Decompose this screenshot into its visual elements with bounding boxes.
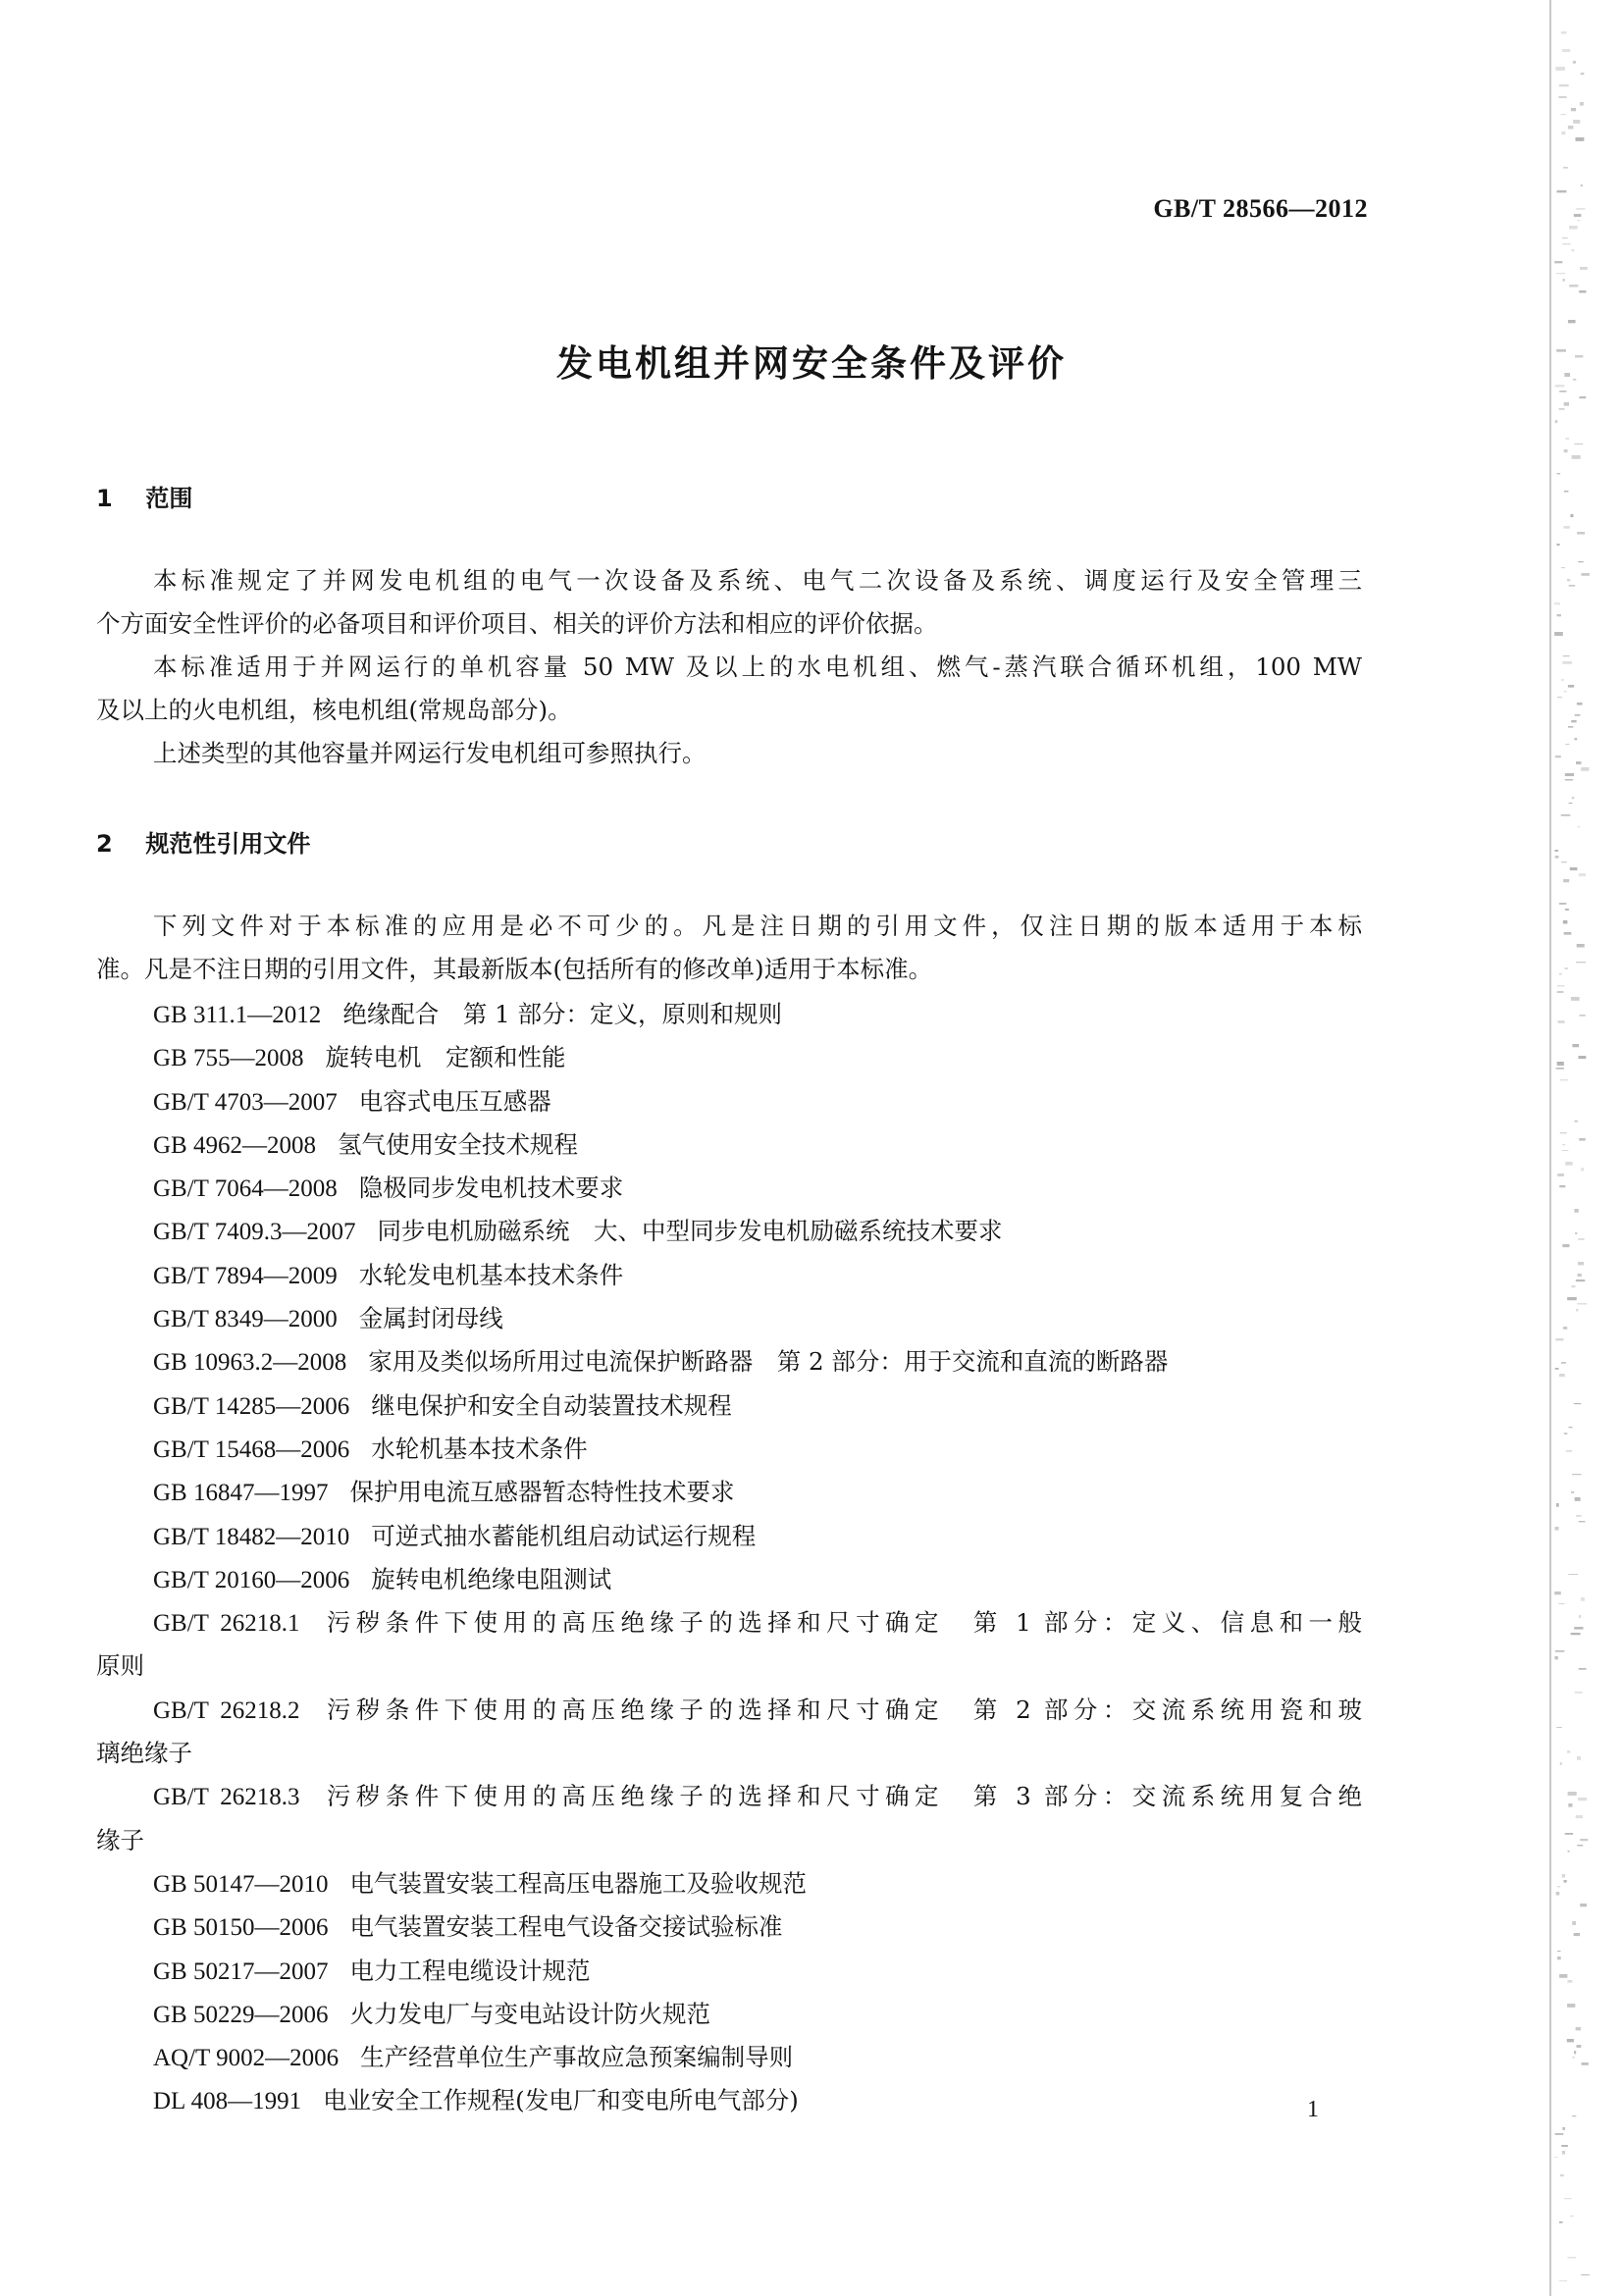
scan-speckle <box>1576 1309 1578 1311</box>
scan-speckle <box>1564 691 1567 692</box>
scan-speckle <box>1559 2221 1563 2223</box>
scan-speckle <box>1568 126 1574 130</box>
scan-speckle <box>1557 697 1562 698</box>
scan-speckle <box>1580 102 1584 106</box>
reference-code: GB/T 7894—2009 <box>153 1262 338 1289</box>
scan-speckle <box>1568 1851 1570 1852</box>
reference-item <box>96 1340 1362 1383</box>
scan-speckle <box>1561 1362 1566 1364</box>
reference-code: GB/T 26218.1 <box>153 1610 300 1638</box>
scan-speckle <box>1573 120 1580 124</box>
scan-speckle <box>1560 1079 1568 1080</box>
scan-speckle <box>1561 814 1571 816</box>
scan-speckle <box>1575 355 1583 358</box>
scan-speckle <box>1562 237 1568 238</box>
scan-speckle <box>1571 720 1576 722</box>
scan-speckle <box>1577 1756 1581 1760</box>
scan-speckle <box>1562 49 1570 52</box>
scan-speckle <box>1560 2174 1564 2176</box>
scan-speckle <box>1559 84 1569 86</box>
reference-title: 水轮机基本技术条件 <box>371 1434 588 1463</box>
reference-title: 同步电机励磁系统 大、中型同步发电机励磁系统技术要求 <box>377 1217 1003 1246</box>
scan-speckle <box>1569 285 1578 287</box>
reference-title: 电气装置安装工程电气设备交接试验标准 <box>349 1912 783 1942</box>
reference-code: GB/T 18482—2010 <box>153 1523 350 1550</box>
scan-speckle <box>1560 1762 1562 1765</box>
scan-speckle <box>1572 1921 1576 1925</box>
paragraph-line: 上述类型的其他容量并网运行发电机组可参照执行。 <box>153 739 707 767</box>
scan-speckle <box>1565 1833 1573 1835</box>
scan-speckle <box>1563 879 1569 882</box>
scan-speckle <box>1579 1615 1581 1618</box>
scan-speckle <box>1575 1497 1581 1501</box>
scan-speckle <box>1563 167 1568 169</box>
reference-title: 继电保护和安全自动装置技术规程 <box>371 1390 732 1420</box>
reference-title: 氢气使用安全技术规程 <box>337 1129 578 1159</box>
reference-code: GB 50217—2007 <box>153 1957 329 1985</box>
scan-speckle <box>1578 1238 1585 1240</box>
section-number: 1 <box>96 485 113 512</box>
scan-speckle <box>1562 1144 1565 1145</box>
scan-speckle <box>1578 826 1581 827</box>
reference-item <box>96 1384 1362 1428</box>
scan-speckle <box>1570 867 1578 870</box>
scan-speckle <box>1557 1957 1561 1959</box>
scan-speckle <box>1557 190 1567 192</box>
scan-speckle <box>1562 2127 1565 2130</box>
scan-speckle <box>1579 396 1586 398</box>
scan-speckle <box>1555 1368 1559 1370</box>
scan-speckle <box>1556 614 1560 616</box>
reference-title: 保护用电流互感器暂态特性技术要求 <box>349 1478 735 1507</box>
reference-title: 电力工程电缆设计规范 <box>349 1956 591 1985</box>
scan-speckle <box>1556 473 1560 474</box>
scan-speckle <box>1581 767 1589 771</box>
scan-speckle <box>1572 797 1575 799</box>
scan-speckle <box>1555 850 1558 852</box>
scan-speckle <box>1565 909 1569 911</box>
scan-speckle <box>1576 761 1581 764</box>
scan-speckle <box>1572 2115 1576 2116</box>
scan-speckle <box>1554 1656 1557 1659</box>
reference-title: 家用及类似场所用过电流保护断路器 第 2 部分：用于交流和直流的断路器 <box>368 1347 1169 1377</box>
reference-title-continuation: 原则 <box>96 1651 144 1681</box>
reference-code: DL 408—1991 <box>153 2088 302 2115</box>
reference-item <box>96 1297 1362 1340</box>
scan-speckle <box>1570 2216 1573 2217</box>
scan-speckle <box>1555 756 1561 757</box>
scan-speckle <box>1556 1727 1561 1728</box>
scan-speckle <box>1579 1668 1587 1670</box>
scan-speckle <box>1578 1262 1584 1265</box>
scan-speckle <box>1571 108 1576 111</box>
reference-item <box>96 1036 1362 1079</box>
scan-speckle <box>1554 602 1560 604</box>
reference-code: GB 50150—2006 <box>153 1914 329 1942</box>
scan-speckle <box>1569 585 1576 587</box>
reference-title: 隐极同步发电机技术要求 <box>358 1174 624 1203</box>
scan-speckle <box>1574 1209 1578 1213</box>
scan-speckle <box>1556 1503 1559 1507</box>
section-title: 规范性引用文件 <box>145 830 311 858</box>
scan-speckle <box>1569 803 1573 804</box>
scan-speckle <box>1555 1650 1564 1652</box>
reference-code: GB/T 26218.3 <box>153 1784 300 1811</box>
reference-code: GB/T 14285—2006 <box>153 1392 350 1420</box>
scan-speckle <box>1575 1692 1583 1694</box>
scan-speckle <box>1555 1338 1563 1340</box>
reference-item <box>96 1689 1362 1776</box>
scan-speckle <box>1576 2045 1581 2048</box>
reference-item <box>96 1950 1362 1993</box>
reference-title: 污秽条件下使用的高压绝缘子的选择和尺寸确定 第 3 部分：交流系统用复合绝 <box>321 1782 1362 1811</box>
scan-speckle <box>1580 1839 1588 1841</box>
scan-speckle <box>1557 1062 1564 1066</box>
reference-code: AQ/T 9002—2006 <box>153 2045 340 2072</box>
scan-speckle <box>1581 73 1585 75</box>
scan-speckle <box>1580 1904 1587 1906</box>
paragraph-line: 本标准规定了并网发电机组的电气一次设备及系统、电气二次设备及系统、调度运行及安全管理三 <box>153 566 1362 595</box>
scan-speckle <box>1577 703 1583 705</box>
scan-speckle <box>1562 243 1570 244</box>
reference-code: GB 10963.2—2008 <box>153 1349 347 1377</box>
reference-item <box>96 1080 1362 1123</box>
scan-speckle <box>1554 261 1562 263</box>
scan-speckle <box>1573 61 1576 64</box>
scan-speckle <box>1574 214 1582 217</box>
reference-list <box>96 993 1362 2123</box>
scan-speckle <box>1567 2004 1575 2008</box>
scan-speckle <box>1576 2027 1581 2030</box>
scan-speckle <box>1560 1132 1567 1133</box>
scan-speckle <box>1565 744 1569 745</box>
scan-speckle <box>1576 1279 1585 1281</box>
scan-speckle <box>1565 1162 1572 1166</box>
scan-speckle <box>1556 273 1565 274</box>
reference-item <box>96 1905 1362 1949</box>
document-title: 发电机组并网安全条件及评价 <box>556 342 1067 385</box>
reference-code: GB/T 7409.3—2007 <box>153 1219 356 1246</box>
scan-speckle <box>1567 1750 1570 1753</box>
scan-speckle <box>1581 1168 1584 1171</box>
scan-speckle <box>1562 1244 1569 1247</box>
scan-speckle <box>1568 1574 1578 1575</box>
scan-speckle <box>1579 1138 1585 1141</box>
reference-title: 电气装置安装工程高压电器施工及验收规范 <box>349 1868 807 1898</box>
scan-speckle <box>1565 438 1569 440</box>
scan-speckle <box>1579 290 1586 292</box>
scan-speckle <box>1572 1044 1579 1047</box>
scan-speckle <box>1556 1892 1559 1896</box>
scan-speckle <box>1564 932 1572 935</box>
scan-speckle <box>1554 2157 1558 2158</box>
scan-speckle <box>1574 1933 1580 1936</box>
reference-item <box>96 1862 1362 1905</box>
reference-title: 旋转电机 定额和性能 <box>325 1043 566 1072</box>
scan-speckle <box>1561 2145 1568 2147</box>
scan-speckle <box>1574 738 1577 740</box>
reference-title: 污秽条件下使用的高压绝缘子的选择和尺寸确定 第 2 部分：交流系统用瓷和玻 <box>321 1695 1362 1724</box>
reference-item <box>96 1775 1362 1862</box>
scan-speckle <box>1559 903 1566 905</box>
scan-speckle <box>1557 991 1564 993</box>
scan-speckle <box>1559 973 1562 975</box>
scan-speckle <box>1575 1121 1578 1122</box>
reference-item <box>96 1558 1362 1601</box>
scope-paragraph-3 <box>96 732 1362 775</box>
scan-speckle <box>1568 1803 1572 1807</box>
scan-speckle <box>1558 96 1566 98</box>
scan-speckle <box>1563 920 1568 923</box>
scan-speckle <box>1559 391 1566 392</box>
scan-speckle <box>1564 1433 1568 1435</box>
scan-speckle <box>1572 2057 1575 2059</box>
scan-speckle <box>1567 1980 1572 1983</box>
scan-speckle <box>1581 573 1590 576</box>
scan-speckle <box>1567 2039 1574 2042</box>
reference-code: GB/T 26218.2 <box>153 1696 300 1724</box>
scan-speckle <box>1562 2151 1565 2155</box>
reference-title: 生产经营单位生产事故应急预案编制导则 <box>360 2043 794 2072</box>
scan-speckle <box>1562 1874 1565 1878</box>
scan-speckle <box>1576 962 1586 963</box>
scan-speckle <box>1555 2133 1564 2135</box>
scan-speckle <box>1565 773 1574 776</box>
scan-speckle <box>1564 491 1569 492</box>
reference-title: 电容式电压互感器 <box>358 1086 551 1116</box>
scan-speckle <box>1559 1374 1565 1377</box>
standard-code: GB/T 28566—2012 <box>1153 194 1368 223</box>
scan-speckle <box>1556 1068 1564 1070</box>
reference-item <box>96 2079 1362 2122</box>
scan-speckle <box>1563 279 1565 282</box>
scan-speckle <box>1576 1515 1582 1517</box>
reference-code: GB 50229—2006 <box>153 2001 329 2028</box>
paragraph-line: 下列文件对于本标准的应用是必不可少的。凡是注日期的引用文件，仅注日期的版本适用于本标 <box>153 912 1362 940</box>
scan-speckle <box>1561 861 1567 862</box>
reference-title: 电业安全工作规程(发电厂和变电所电气部分) <box>323 2086 799 2115</box>
scan-speckle <box>1577 1303 1587 1305</box>
reference-item <box>96 1210 1362 1253</box>
reference-title: 金属封闭母线 <box>358 1304 503 1333</box>
scan-speckle <box>1561 679 1564 681</box>
paragraph-line: 本标准适用于并网运行的单机容量 50 MW 及以上的水电机组、燃气-蒸汽联合循环机组，100 MW <box>153 652 1362 681</box>
scan-speckle <box>1557 1174 1564 1176</box>
scan-speckle <box>1568 1792 1577 1796</box>
scan-speckle <box>1565 967 1568 969</box>
reference-title: 水轮发电机基本技术条件 <box>358 1260 624 1289</box>
scan-speckle <box>1571 1491 1574 1493</box>
reference-code: GB 311.1—2012 <box>153 1002 322 1028</box>
scan-speckle <box>1574 1627 1583 1630</box>
scan-speckle <box>1568 320 1576 323</box>
scan-speckle <box>1564 402 1569 406</box>
scan-speckle <box>1561 31 1567 34</box>
references-intro <box>96 905 1362 991</box>
scan-speckle <box>1573 379 1576 381</box>
reference-item <box>96 1471 1362 1514</box>
scope-paragraph-2 <box>96 646 1362 732</box>
scan-speckle <box>1557 1020 1564 1023</box>
scan-speckle <box>1568 685 1574 688</box>
scan-speckle <box>1567 2257 1576 2259</box>
reference-code: GB/T 8349—2000 <box>153 1306 338 1333</box>
scan-speckle <box>1564 373 1570 377</box>
reference-item <box>96 1601 1362 1689</box>
scan-speckle <box>1569 226 1578 230</box>
scan-speckle <box>1581 1597 1585 1601</box>
scan-speckle <box>1563 1327 1567 1330</box>
scan-speckle <box>1571 249 1574 251</box>
section-2-heading <box>96 824 310 859</box>
scan-speckle <box>1559 1974 1567 1978</box>
scan-speckle <box>1572 455 1581 459</box>
scan-speckle <box>1567 1297 1577 1300</box>
scan-speckle <box>1578 1798 1587 1800</box>
scan-speckle <box>1571 1285 1575 1287</box>
scan-speckle <box>1555 67 1565 71</box>
reference-item <box>96 1254 1362 1297</box>
scan-speckle <box>1555 385 1565 388</box>
scan-speckle <box>1571 1633 1581 1635</box>
scan-speckle <box>1579 1521 1586 1522</box>
reference-item <box>96 1167 1362 1210</box>
reference-code: GB/T 7064—2008 <box>153 1175 338 1203</box>
scan-speckle <box>1570 514 1573 517</box>
scan-binding-edge <box>1529 0 1617 2296</box>
scan-speckle <box>1575 714 1581 716</box>
scan-speckle <box>1581 184 1583 186</box>
scan-speckle <box>1580 267 1588 270</box>
scan-speckle <box>1576 1815 1583 1818</box>
reference-item <box>96 993 1362 1036</box>
scan-speckle <box>1579 1015 1585 1017</box>
reference-title: 绝缘配合 第 1 部分：定义，原则和规则 <box>342 1000 782 1028</box>
paragraph-line: 及以上的火电机组，核电机组(常规岛部分)。 <box>96 696 572 724</box>
paragraph-line: 个方面安全性评价的必备项目和评价项目、相关的评价方法和相应的评价依据。 <box>96 609 938 638</box>
scan-speckle <box>1581 2274 1590 2275</box>
scan-speckle <box>1559 408 1565 410</box>
reference-title-continuation: 缘子 <box>96 1825 144 1854</box>
scan-speckle <box>1563 655 1570 656</box>
scan-speckle <box>1577 944 1585 948</box>
section-1-heading <box>96 479 192 513</box>
scan-speckle <box>1574 2051 1576 2054</box>
reference-title: 旋转电机绝缘电阻测试 <box>371 1564 612 1593</box>
scan-speckle <box>1555 1527 1559 1531</box>
reference-title: 污秽条件下使用的高压绝缘子的选择和尺寸确定 第 1 部分：定义、信息和一般 <box>321 1608 1362 1638</box>
reference-item <box>96 1123 1362 1167</box>
scan-speckle <box>1578 561 1584 562</box>
reference-item <box>96 2036 1362 2079</box>
reference-item <box>96 1515 1362 1558</box>
scan-speckle <box>1560 114 1566 115</box>
scan-speckle <box>1571 997 1580 1001</box>
reference-item <box>96 1428 1362 1471</box>
scan-speckle <box>1577 220 1580 221</box>
scan-speckle <box>1557 1886 1560 1887</box>
scan-speckle <box>1579 873 1586 876</box>
reference-code: GB 50147—2010 <box>153 1870 329 1898</box>
reference-code: GB 4962—2008 <box>153 1131 316 1159</box>
reference-code: GB/T 20160—2006 <box>153 1566 350 1593</box>
scan-speckle <box>1564 2198 1572 2199</box>
scan-speckle <box>1564 449 1568 452</box>
reference-title: 火力发电厂与变电站设计防火规范 <box>349 1999 710 2028</box>
scan-speckle <box>1557 985 1564 987</box>
scan-speckle <box>1558 1603 1564 1604</box>
paragraph-line: 准。凡是不注日期的引用文件，其最新版本(包括所有的修改单)适用于本标准。 <box>96 955 933 983</box>
scan-speckle <box>1562 661 1572 664</box>
scan-speckle <box>1555 856 1559 859</box>
reference-code: GB/T 15468—2006 <box>153 1435 350 1463</box>
scan-speckle <box>1577 1845 1583 1846</box>
scan-speckle <box>1564 1880 1567 1883</box>
reference-title: 可逆式抽水蓄能机组启动试运行规程 <box>371 1521 757 1550</box>
scan-speckle <box>1575 1232 1577 1234</box>
scan-speckle <box>1574 1403 1581 1404</box>
scan-speckle <box>1556 349 1566 352</box>
scan-speckle <box>1555 420 1557 423</box>
page-number: 1 <box>1307 2097 1319 2122</box>
reference-code: GB/T 4703—2007 <box>153 1088 338 1116</box>
scan-speckle <box>1567 579 1570 581</box>
scan-speckle <box>1562 1150 1569 1151</box>
scan-speckle <box>1554 1592 1561 1594</box>
scan-speckle <box>1561 131 1565 134</box>
scan-speckle <box>1561 567 1565 568</box>
scope-paragraph-1 <box>96 559 1362 646</box>
scan-speckle <box>1578 1274 1582 1277</box>
scan-speckle <box>1577 532 1585 535</box>
binding-marks <box>1554 31 1590 2281</box>
scan-speckle <box>1559 1185 1565 1187</box>
reference-item <box>96 1993 1362 2036</box>
scan-speckle <box>1582 2062 1589 2065</box>
scan-speckle <box>1568 726 1573 728</box>
scan-speckle <box>1578 1056 1586 1059</box>
reference-title-continuation: 璃绝缘子 <box>96 1739 192 1768</box>
scan-speckle <box>1575 137 1584 141</box>
scan-speckle <box>1569 1427 1573 1428</box>
scan-speckle <box>1566 1450 1572 1452</box>
scan-speckle <box>1559 2280 1567 2281</box>
scan-speckle <box>1576 208 1585 210</box>
reference-code: GB 755—2008 <box>153 1045 304 1072</box>
reference-code: GB 16847—1997 <box>153 1480 329 1507</box>
scan-speckle <box>1556 544 1559 546</box>
scan-speckle <box>1554 632 1563 636</box>
scan-speckle <box>1572 1474 1582 1475</box>
scan-speckle <box>1565 779 1573 781</box>
scan-speckle <box>1563 526 1569 529</box>
section-title: 范围 <box>145 485 193 512</box>
section-number: 2 <box>96 830 113 858</box>
scan-speckle <box>1557 1951 1560 1952</box>
